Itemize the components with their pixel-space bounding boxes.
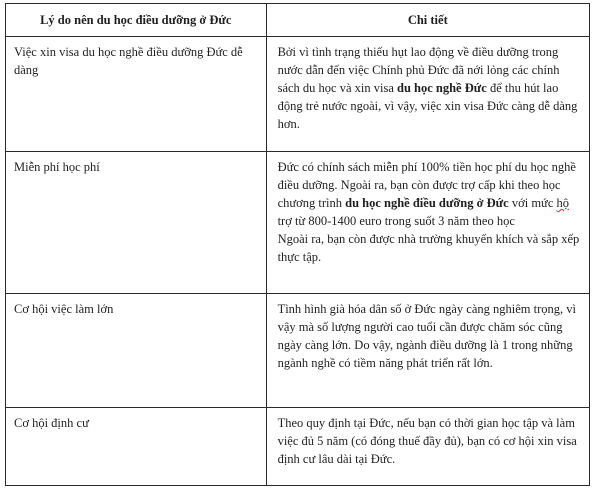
detail-cell xyxy=(266,37,589,152)
detail-cell xyxy=(266,152,589,294)
table-row xyxy=(6,294,590,408)
reason-cell: Việc xin visa du học nghề điều dưỡng Đức dễ dàng xyxy=(6,37,267,152)
detail-cell: Tình hình già hóa dân số ở Đức ngày càng nghiêm trọng, vì vậy mà số lượng người cao tuổi cần được chăm sóc cũng ngày càng lớn. Do vậy, ngành điều dưỡng là 1 trong những ngành nghề có tiềm năng phát triển rất lớn. xyxy=(266,294,589,408)
detail-bold-keyword: du học nghề Đức xyxy=(397,81,487,95)
header-reason: Lý do nên du học điều dưỡng ở Đức xyxy=(6,4,267,37)
table-row xyxy=(6,408,590,486)
detail-text: trợ từ 800-1400 euro trong suốt 3 năm theo học xyxy=(277,214,515,228)
detail-cell: Theo quy định tại Đức, nếu bạn có thời gian học tập và làm việc đủ 5 năm (có đóng thuế đầy đủ), bạn có cơ hội xin visa định cư lâu dài tại Đức. xyxy=(266,408,589,486)
detail-text: với mức xyxy=(508,196,557,210)
detail-text: Đức có chính sách miễn phí 100% tiền học phí du học nghề điều dưỡng. Ngoài ra, bạn còn được trợ cấp khi theo học chương trình xyxy=(277,160,576,210)
detail-text: Ngoài ra, bạn còn được nhà trường khuyến khích và sắp xếp thực tập. xyxy=(277,232,580,264)
detail-text: để thu hút lao động trẻ nước ngoài, vì vậy, việc xin visa Đức càng dễ dàng hơn. xyxy=(277,81,578,131)
reason-cell: Cơ hội định cư xyxy=(6,408,267,486)
detail-bold-keyword: du học nghề điều dưỡng ở Đức xyxy=(345,196,509,210)
header-detail: Chi tiết xyxy=(266,4,589,37)
spellcheck-underlined-word: hộ xyxy=(556,196,569,210)
detail-text: Bởi vì tình trạng thiếu hụt lao động về điều dưỡng trong nước dẫn đến việc Chính phủ Đức đã nới lỏng các chính sách du học và xin visa xyxy=(277,45,560,95)
table-row xyxy=(6,152,590,294)
table-header-row xyxy=(6,4,590,37)
reason-cell: Miễn phí học phí xyxy=(6,152,267,294)
table-row xyxy=(6,37,590,152)
reason-cell: Cơ hội việc làm lớn xyxy=(6,294,267,408)
reasons-table xyxy=(5,3,590,486)
